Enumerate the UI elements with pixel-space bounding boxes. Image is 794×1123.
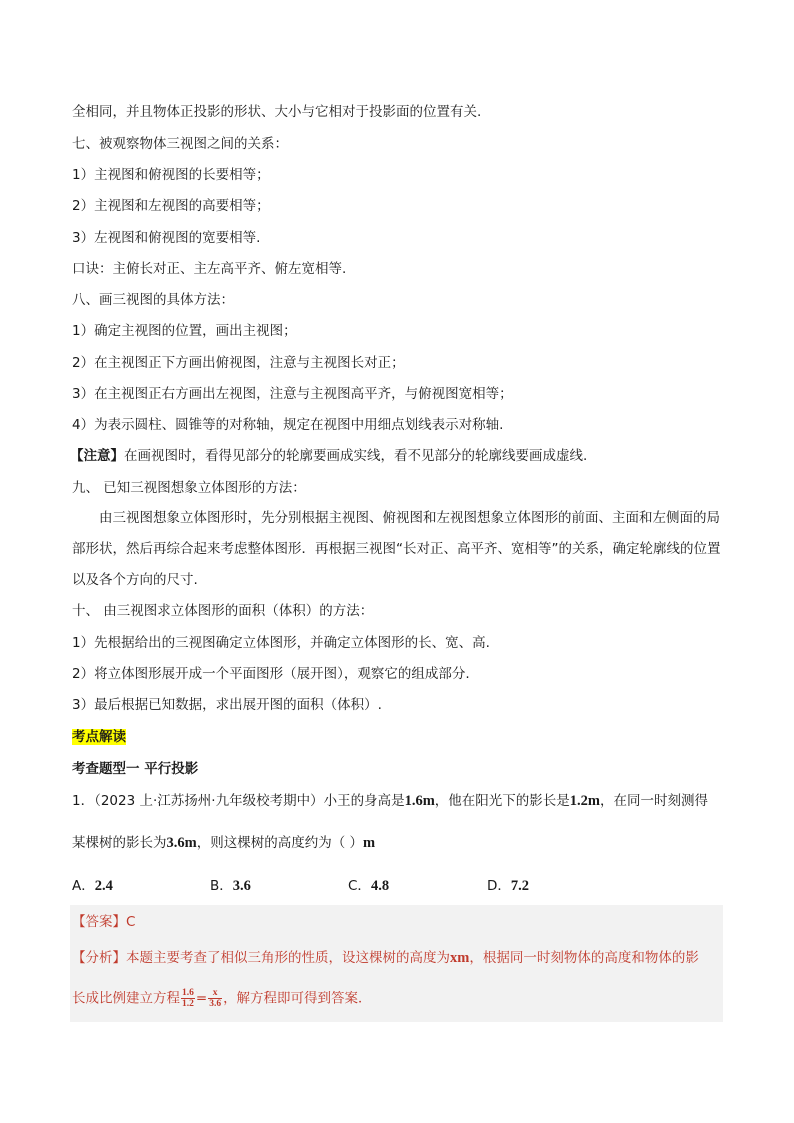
option-d	[487, 876, 529, 896]
analysis-line-2	[72, 988, 722, 1009]
analysis-text: ，根据同一时刻物体的高度和物体的影	[469, 950, 699, 966]
note-line	[70, 446, 720, 466]
question-text: ，他在阳光下的影长是	[434, 793, 570, 809]
option-c	[348, 876, 389, 896]
text-line: 2）主视图和左视图的高要相等；	[72, 198, 270, 214]
analysis-label: 【分析】	[72, 950, 126, 966]
question-unit: m	[363, 835, 376, 851]
text-line: 4）为表示圆柱、圆锥等的对称轴，规定在视图中用细点划线表示对称轴.	[72, 417, 504, 433]
text-line: 1）确定主视图的位置，画出主视图；	[72, 323, 297, 339]
analysis-variable: xm	[450, 950, 470, 966]
option-letter: B．	[210, 878, 233, 894]
kaodian-label: 考点解读	[72, 729, 126, 745]
analysis-text: ，解方程即可得到答案．	[223, 990, 372, 1007]
fraction-1	[181, 988, 195, 1009]
option-value: 2.4	[94, 878, 113, 894]
paragraph: 由三视图想象立体图形时，先分别根据主视图、俯视图和左视图想象立体图形的前面、主面和左侧面的局部形状，然后再综合起来考虑整体图形．再根据三视图“长对正、高平齐、宽相等”的关系，确定轮廓线的位置以及各个方向的尺寸.	[72, 510, 721, 588]
option-letter: D．	[487, 878, 511, 894]
question-value: 1.6m	[404, 793, 435, 809]
question-line-1	[72, 791, 722, 811]
fraction-numerator: x	[208, 988, 222, 999]
answer-value: C	[126, 914, 136, 930]
analysis-text: 长成比例建立方程	[72, 990, 180, 1007]
heading-ten: 十、 由三视图求立体图形的面积（体积）的方法：	[72, 603, 374, 619]
fraction-denominator: 1.2	[182, 999, 194, 1009]
option-letter: A．	[72, 878, 95, 894]
option-letter: C．	[348, 878, 371, 894]
answer-label: 【答案】	[72, 914, 126, 930]
text-line: 1）主视图和俯视图的长要相等；	[72, 167, 270, 183]
question-text: ，在同一时刻测得	[600, 793, 709, 809]
question-type-heading: 考查题型一 平行投影	[72, 761, 199, 777]
question-text: ，则这棵树的高度约为（ ）	[196, 835, 364, 851]
text-line: 口诀：主俯长对正、主左高平齐、俯左宽相等.	[72, 261, 347, 277]
text-line: 3）最后根据已知数据，求出展开图的面积（体积）.	[72, 697, 382, 713]
text-line: 3）左视图和俯视图的宽要相等.	[72, 230, 261, 246]
text-line: 全相同，并且物体正投影的形状、大小与它相对于投影面的位置有关.	[72, 104, 482, 120]
question-value: 3.6m	[166, 835, 197, 851]
heading-seven: 七、被观察物体三视图之间的关系：	[72, 136, 288, 152]
equals-sign: =	[195, 990, 208, 1007]
fraction-denominator: 3.6	[209, 999, 222, 1009]
section-label	[72, 727, 722, 747]
fraction-numerator: 1.6	[182, 988, 194, 998]
text-line: 2）在主视图正下方画出俯视图，注意与主视图长对正；	[72, 355, 405, 371]
answer-line	[72, 912, 722, 932]
option-value: 4.8	[370, 878, 390, 894]
option-value: 3.6	[232, 878, 251, 894]
note-tag: 【注意】	[70, 448, 124, 464]
analysis-line-1	[72, 948, 722, 968]
question-text: 某棵树的影长为	[72, 835, 167, 851]
fraction-2	[208, 988, 222, 1009]
question-line-2	[72, 833, 722, 853]
option-value: 7.2	[510, 878, 530, 894]
text-line: 1）先根据给出的三视图确定立体图形，并确定立体图形的长、宽、高.	[72, 635, 490, 651]
note-text: 在画视图时，看得见部分的轮廓要画成实线，看不见部分的轮廓线要画成虚线.	[124, 448, 588, 464]
text-line: 3）在主视图正右方画出左视图，注意与主视图高平齐，与俯视图宽相等；	[72, 386, 513, 402]
analysis-text: 本题主要考查了相似三角形的性质，设这棵树的高度为	[126, 950, 450, 966]
text-line: 2）将立体图形展开成一个平面图形（展开图），观察它的组成部分.	[72, 666, 470, 682]
heading-eight: 八、画三视图的具体方法：	[72, 292, 234, 308]
heading-nine: 九、 已知三视图想象立体图形的方法：	[72, 480, 306, 496]
option-a	[72, 876, 113, 896]
option-b	[210, 876, 251, 896]
question-value: 1.2m	[569, 793, 601, 809]
question-text: 1．（2023 上·江苏扬州·九年级校考期中）小王的身高是	[72, 793, 405, 809]
